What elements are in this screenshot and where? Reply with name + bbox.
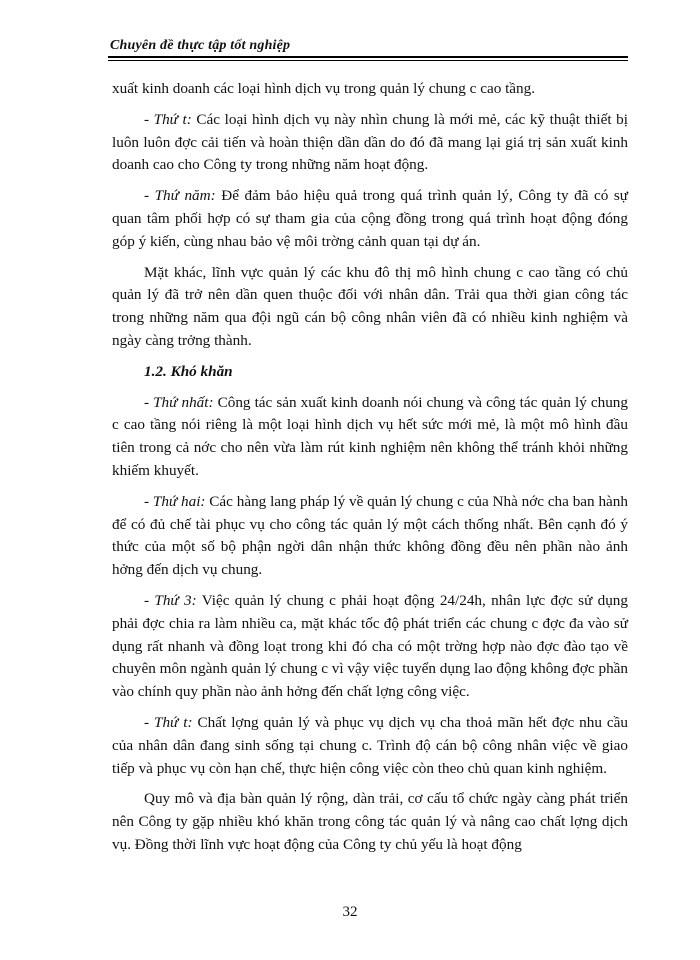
section-heading-kho-khan: 1.2. Khó khăn — [144, 362, 233, 380]
paragraph-lead: - Thứ t: — [144, 713, 193, 731]
paragraph-thu-nhat — [112, 392, 628, 483]
header-divider-thick — [108, 56, 628, 58]
paragraph-text: Mặt khác, lĩnh vực quản lý các khu đô thị mô hình chung c cao tầng có chủ quản lý đã trở nên dần quen thuộc đối với nhân dân. Trải qua thời gian công tác trong những năm qua đội ngũ cán bộ công nhân viên đã có nhiều kinh nghiệm và ngày càng trởng thành. — [112, 263, 628, 349]
page-header-title: Chuyên đề thực tập tốt nghiệp — [110, 38, 291, 53]
paragraph-lead: - Thứ nhất: — [144, 393, 214, 411]
paragraph-mat-khac — [112, 262, 628, 353]
paragraph-text: Công tác sản xuất kinh doanh nói chung và công tác quản lý chung c cao tầng nói riêng là một loại hình dịch vụ hết sức mới mẻ, là một mô hình đầu tiên trong cả nớc cho nên vừa làm rút kinh nghiệm nên không thể tránh khỏi những khiếm khuyết. — [112, 393, 628, 479]
paragraph-text: xuất kinh doanh các loại hình dịch vụ trong quản lý chung c cao tầng. — [112, 80, 536, 97]
document-body — [112, 78, 628, 865]
paragraph-text: Để đảm bảo hiệu quả trong quá trình quản lý, Công ty đã có sự quan tâm phối hợp có sự tham gia của cộng đồng trong quá trình hoạt động đóng góp ý kiến, cùng nhau bảo vệ môi trờng cảnh quan tại dự án. — [112, 187, 628, 250]
header-divider-thin — [108, 60, 628, 61]
paragraph-thu-nam — [112, 185, 628, 253]
paragraph-text: Chất lợng quản lý và phục vụ dịch vụ cha thoả mãn hết đợc nhu cầu của nhân dân đang sinh sống tại chung c. Trình độ cán bộ công nhân việc về giao tiếp và phục vụ còn hạn chế, thực hiện công việc còn theo chủ quan kinh nghiệm. — [112, 713, 628, 777]
paragraph-lead: - Thứ t: — [144, 110, 192, 128]
paragraph-quy-mo — [112, 788, 628, 856]
paragraph-lead: - Thứ 3: — [144, 591, 197, 609]
paragraph-text: Quy mô và địa bàn quản lý rộng, dàn trải, cơ cấu tổ chức ngày càng phát triển nên Công ty gặp nhiều khó khăn trong công tác quản lý và nâng cao chất lợng dịch vụ. Đồng thời lĩnh vực hoạt động của Công ty chủ yếu là hoạt động — [112, 790, 628, 853]
paragraph-lead: - Thứ năm: — [144, 187, 216, 205]
paragraph-lead: - Thứ hai: — [144, 492, 206, 510]
paragraph-thu-tu-2 — [112, 712, 628, 780]
paragraph-thu-tu — [112, 109, 628, 177]
paragraph-thu-hai — [112, 491, 628, 582]
page-number: 32 — [342, 904, 358, 920]
paragraph-text: Các loại hình dịch vụ này nhìn chung là mới mẻ, các kỹ thuật thiết bị luôn luôn đợc cải tiến và hoàn thiện dần dần do đó đã mang lại giá trị sản xuất kinh doanh cao cho Công ty trong những năm hoạt động. — [112, 110, 628, 174]
paragraph-text: Các hàng lang pháp lý về quản lý chung c của Nhà nớc cha ban hành để có đủ chế tài phục vụ cho công tác quản lý một cách thống nhất. Bên cạnh đó ý thức của một số bộ phận ngời dân nhận thức không đồng đều nên phần nào ảnh hởng đến dịch vụ chung. — [112, 492, 628, 579]
paragraph-thu-3 — [112, 590, 628, 704]
paragraph-text: Việc quản lý chung c phải hoạt động 24/24h, nhân lực đợc sử dụng phải đợc chia ra làm nhiều ca, mặt khác tốc độ phát triển các chung c đợc đa vào sử dụng rất nhanh và đồng loạt trong khi đó cha có một trờng hợp nào đợc đào tạo về chuyên môn ngành quản lý chung c vì vậy việc tuyển dụng lao động không đợc phần vào chính quy phần nào ảnh hởng đến chất lợng công việc. — [112, 591, 628, 701]
paragraph-continuation — [112, 78, 628, 101]
